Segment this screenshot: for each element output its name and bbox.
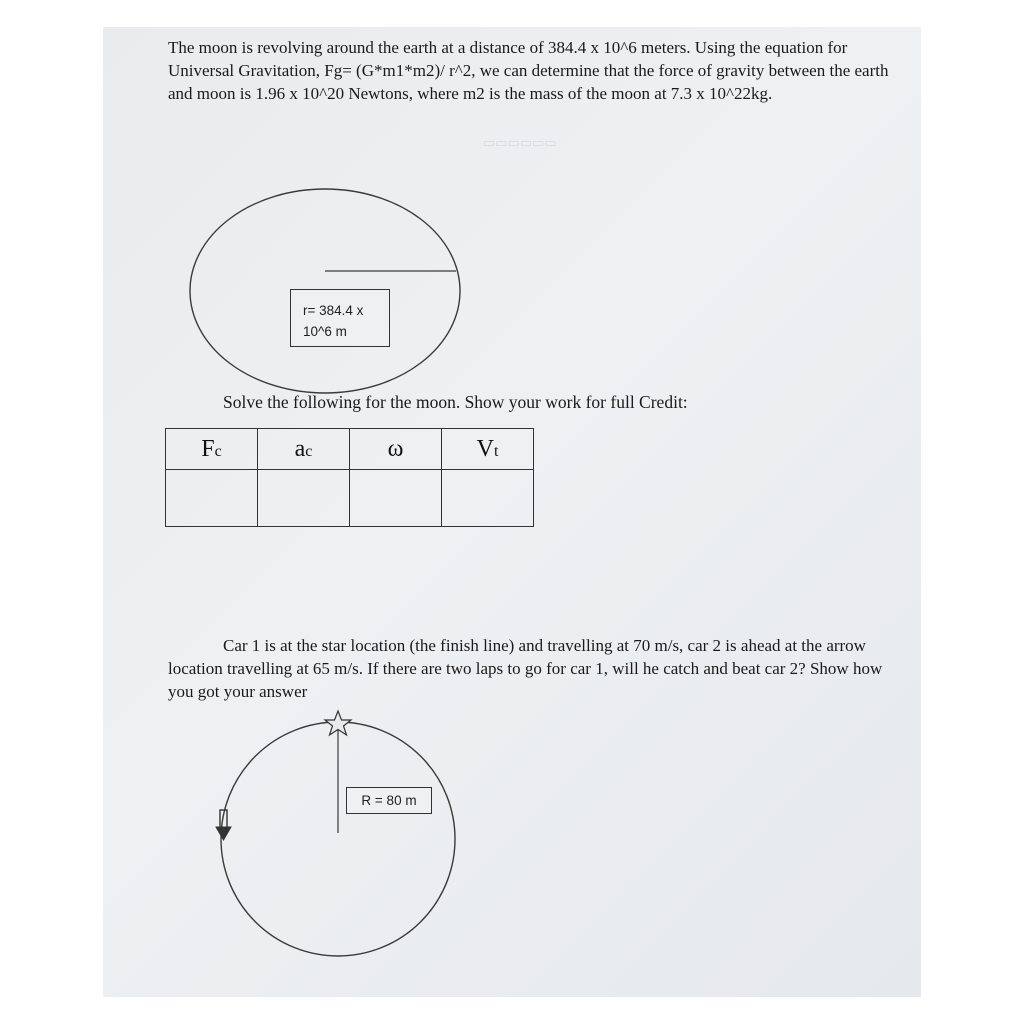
- answer-table-row: [166, 470, 534, 527]
- answer-cell-fc[interactable]: [166, 470, 258, 527]
- header-tangential-velocity: Vt: [442, 429, 534, 470]
- header-angular-velocity: ω: [350, 429, 442, 470]
- solve-instruction: Solve the following for the moon. Show your work for full Credit:: [223, 392, 688, 412]
- worksheet-page: [103, 27, 921, 997]
- answer-cell-vt[interactable]: [442, 470, 534, 527]
- bleed-through-text: ▭▭▭▭▭▭: [483, 135, 557, 150]
- answer-table-header-row: [166, 429, 534, 470]
- problem-2-text: Car 1 is at the star location (the finish line) and travelling at 70 m/s, car 2 is ahead at the arrow location travelling at 65 m/s. If there are two laps to go for car 1, will he catch and beat car 2? Show how you got your answer: [168, 636, 883, 701]
- radius-label-line-2: 10^6 m: [303, 324, 347, 339]
- moon-radius-label: [290, 289, 390, 347]
- answer-table: [165, 428, 534, 527]
- radius-label-line-1: r= 384.4 x: [303, 303, 364, 318]
- problem-1-text: The moon is revolving around the earth at a distance of 384.4 x 10^6 meters. Using the equation for Universal Gravitation, Fg= (G*m1*m2)/ r^2, we can determine that the force of gravity between the earth and moon is 1.96 x 10^20 Newtons, where m2 is the mass of the moon at 7.3 x 10^22kg.: [168, 38, 889, 103]
- header-centripetal-force: Fc: [166, 429, 258, 470]
- track-radius-label: R = 80 m: [346, 787, 432, 814]
- answer-cell-omega[interactable]: [350, 470, 442, 527]
- answer-cell-ac[interactable]: [258, 470, 350, 527]
- header-centripetal-acceleration: ac: [258, 429, 350, 470]
